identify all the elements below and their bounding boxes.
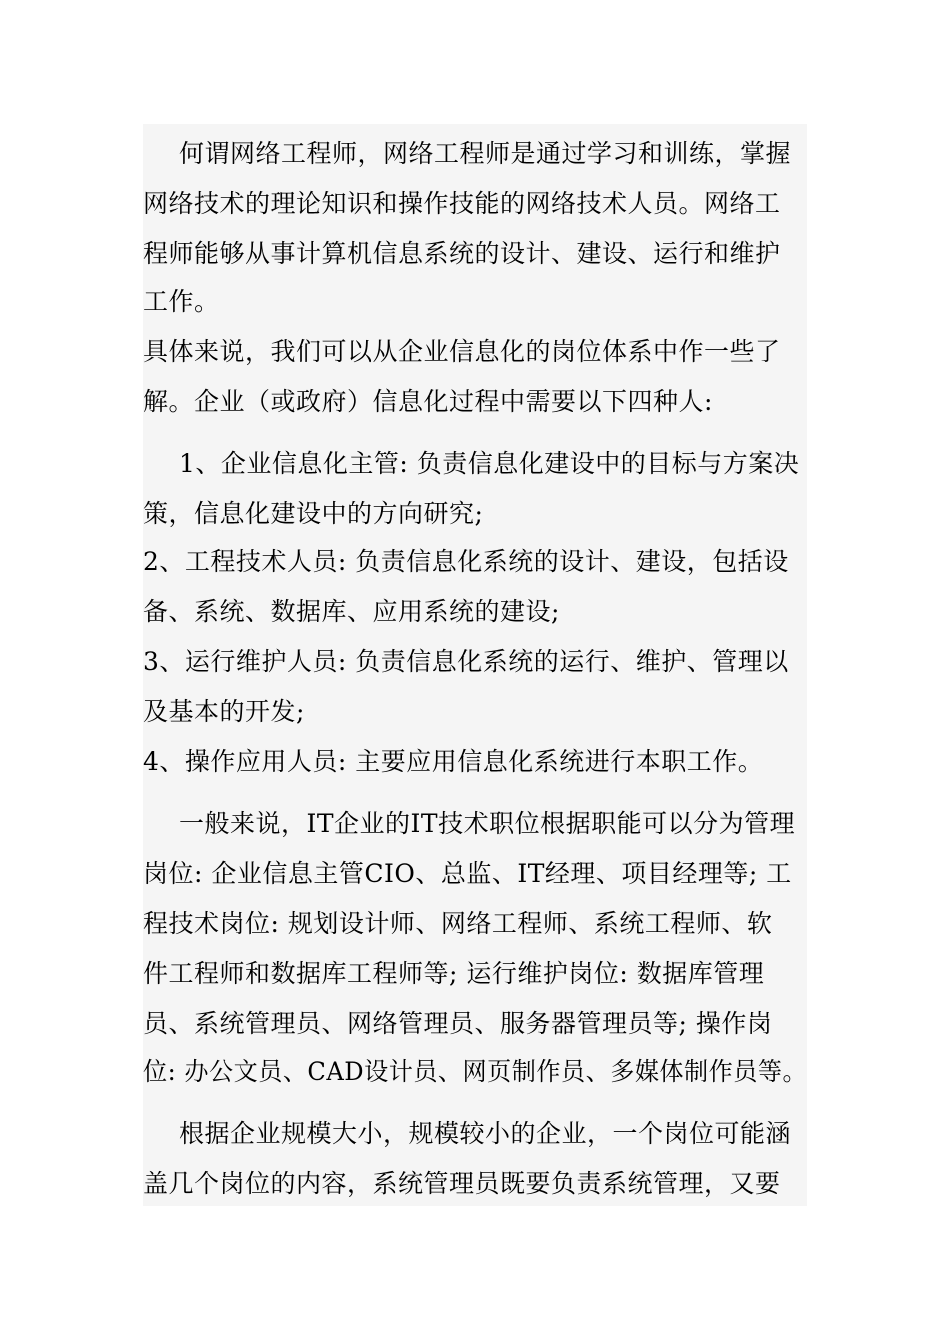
paragraph-1-line-4: 工作。 <box>143 287 220 316</box>
list-item-2-line-2: 备、系统、数据库、应用系统的建设; <box>143 597 560 626</box>
paragraph-1-line-1: 何谓网络工程师，网络工程师是通过学习和训练，掌握 <box>179 139 792 168</box>
list-item-3-line-2: 及基本的开发; <box>143 697 305 726</box>
list-item-3-line-1: 3、运行维护人员: 负责信息化系统的运行、维护、管理以 <box>143 647 789 676</box>
paragraph-7-line-2: 岗位: 企业信息主管CIO、总监、IT经理、项目经理等; 工 <box>143 859 792 888</box>
paragraph-2-line-2: 解。企业（或政府）信息化过程中需要以下四种人: <box>143 387 713 416</box>
document-text-block <box>143 124 807 1206</box>
paragraph-8-line-1: 根据企业规模大小，规模较小的企业，一个岗位可能涵 <box>179 1119 792 1148</box>
paragraph-1-line-2: 网络技术的理论知识和操作技能的网络技术人员。网络工 <box>143 189 781 218</box>
paragraph-7-line-6: 位: 办公文员、CAD设计员、网页制作员、多媒体制作员等。 <box>143 1057 807 1086</box>
paragraph-7-line-1: 一般来说，IT企业的IT技术职位根据职能可以分为管理 <box>179 809 796 838</box>
list-item-1-line-2: 策，信息化建设中的方向研究; <box>143 499 484 528</box>
paragraph-8-line-2: 盖几个岗位的内容，系统管理员既要负责系统管理，又要 <box>143 1169 781 1198</box>
list-item-2-line-1: 2、工程技术人员: 负责信息化系统的设计、建设，包括设 <box>143 547 789 576</box>
paragraph-2-line-1: 具体来说，我们可以从企业信息化的岗位体系中作一些了 <box>143 337 781 366</box>
paragraph-7-line-4: 件工程师和数据库工程师等; 运行维护岗位: 数据库管理 <box>143 959 765 988</box>
list-item-4-line-1: 4、操作应用人员: 主要应用信息化系统进行本职工作。 <box>143 747 764 776</box>
list-item-1-line-1: 1、企业信息化主管: 负责信息化建设中的目标与方案决 <box>179 449 800 478</box>
paragraph-7-line-3: 程技术岗位: 规划设计师、网络工程师、系统工程师、软 <box>143 909 773 938</box>
paragraph-7-line-5: 员、系统管理员、网络管理员、服务器管理员等; 操作岗 <box>143 1009 773 1038</box>
paragraph-1-line-3: 程师能够从事计算机信息系统的设计、建设、运行和维护 <box>143 239 781 268</box>
